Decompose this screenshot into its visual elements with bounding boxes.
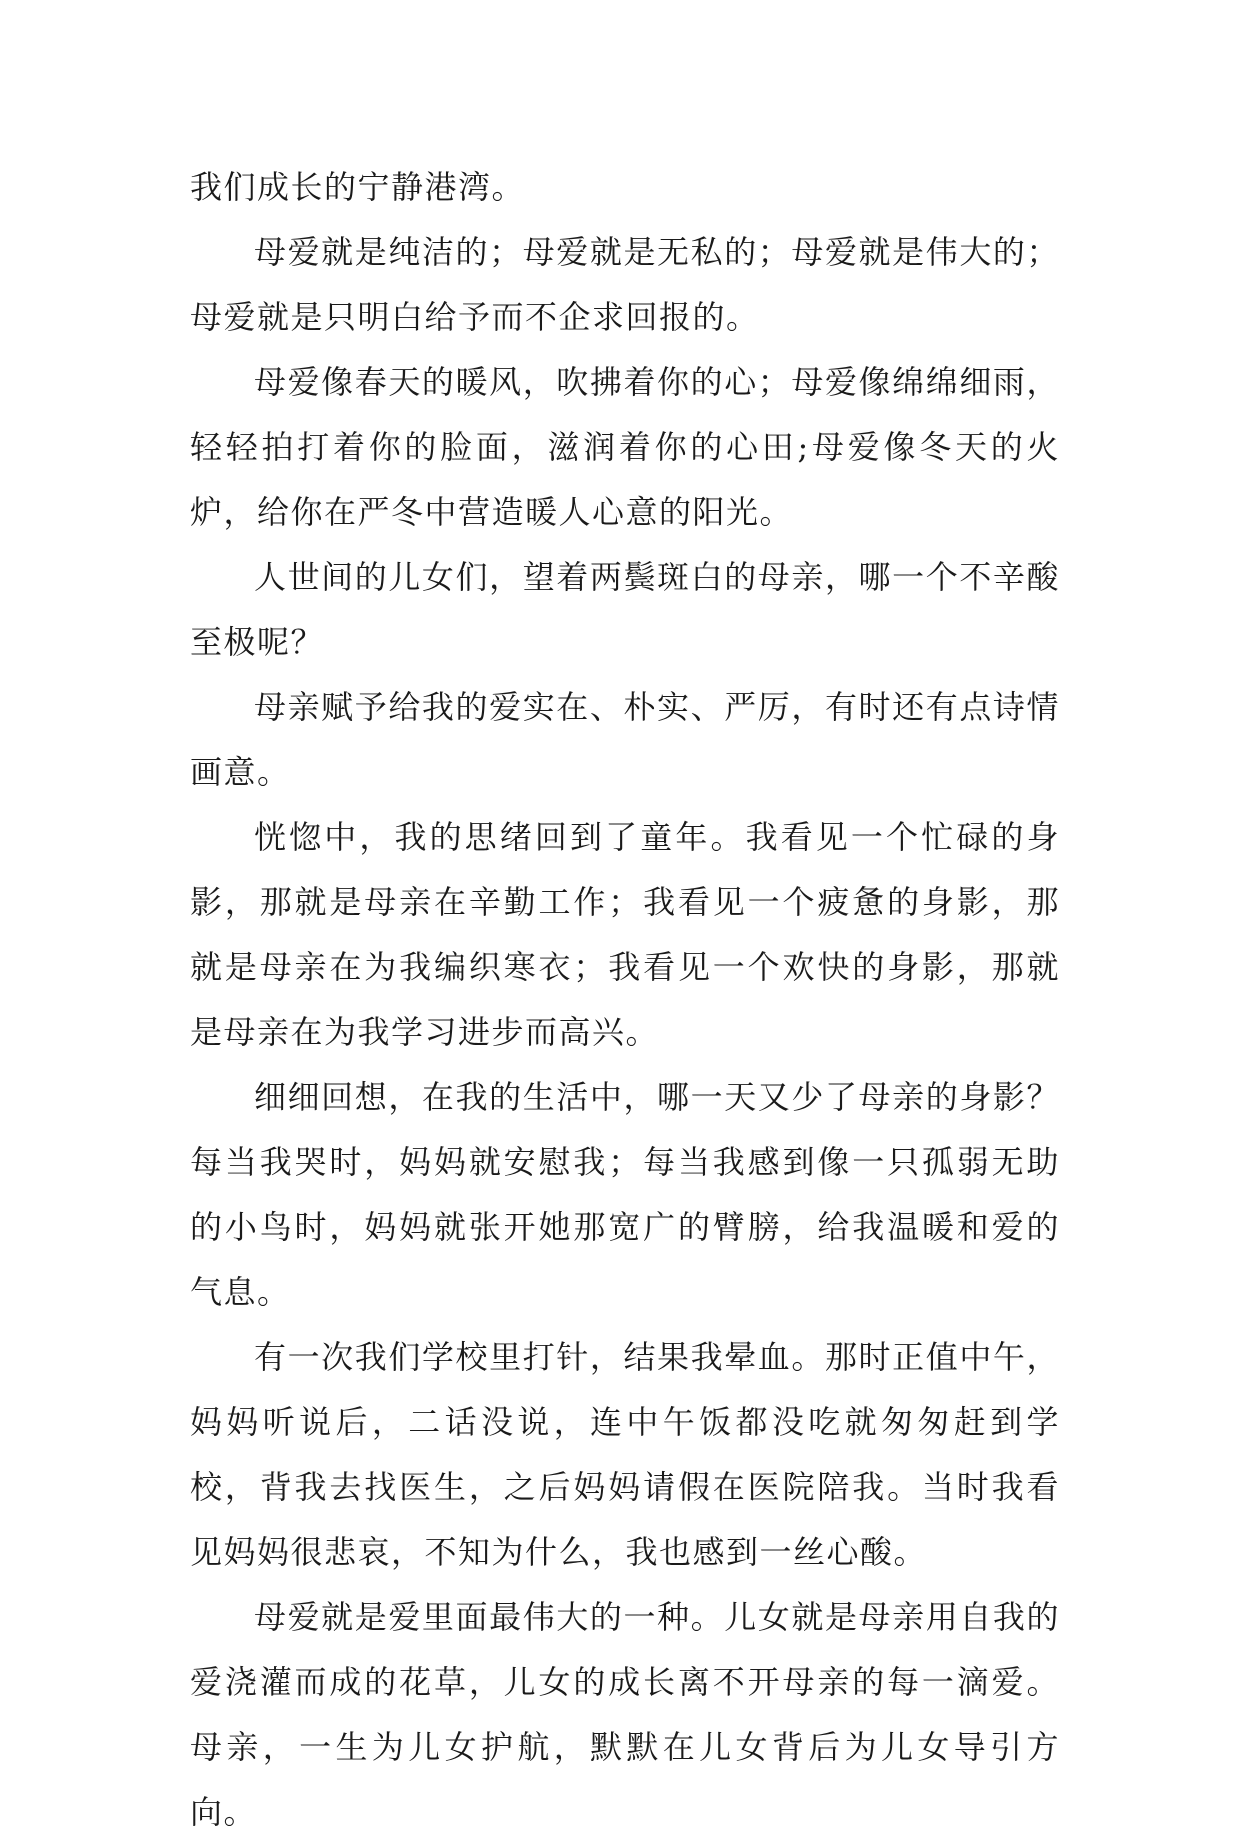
paragraph: 我们成长的宁静港湾。 [190,168,526,206]
paragraph: 母亲赋予给我的爱实在、朴实、严厉，有时还有点诗情画意。 [190,688,1060,791]
paragraph: 母爱就是爱里面最伟大的一种。儿女就是母亲用自我的爱浇灌而成的花草，儿女的成长离不开母亲的每一滴爱。母亲，一生为儿女护航，默默在儿女背后为儿女导引方向。 [190,1598,1060,1831]
paragraph: 人世间的儿女们，望着两鬓斑白的母亲，哪一个不辛酸至极呢？ [190,558,1060,661]
document-body [190,155,1060,1845]
paragraph: 母爱像春天的暖风，吹拂着你的心；母爱像绵绵细雨，轻轻拍打着你的脸面，滋润着你的心田;母爱像冬天的火炉，给你在严冬中营造暖人心意的阳光。 [190,363,1060,531]
paragraph: 母爱就是纯洁的；母爱就是无私的；母爱就是伟大的；母爱就是只明白给予而不企求回报的。 [190,233,1060,336]
paragraph: 恍惚中，我的思绪回到了童年。我看见一个忙碌的身影，那就是母亲在辛勤工作；我看见一个疲惫的身影，那就是母亲在为我编织寒衣；我看见一个欢快的身影，那就是母亲在为我学习进步而高兴。 [190,818,1060,1051]
paragraph: 有一次我们学校里打针，结果我晕血。那时正值中午，妈妈听说后，二话没说，连中午饭都没吃就匆匆赶到学校，背我去找医生，之后妈妈请假在医院陪我。当时我看见妈妈很悲哀，不知为什么，我也感到一丝心酸。 [190,1338,1060,1571]
paragraph: 细细回想，在我的生活中，哪一天又少了母亲的身影？每当我哭时，妈妈就安慰我；每当我感到像一只孤弱无助的小鸟时，妈妈就张开她那宽广的臂膀，给我温暖和爱的气息。 [190,1078,1060,1311]
